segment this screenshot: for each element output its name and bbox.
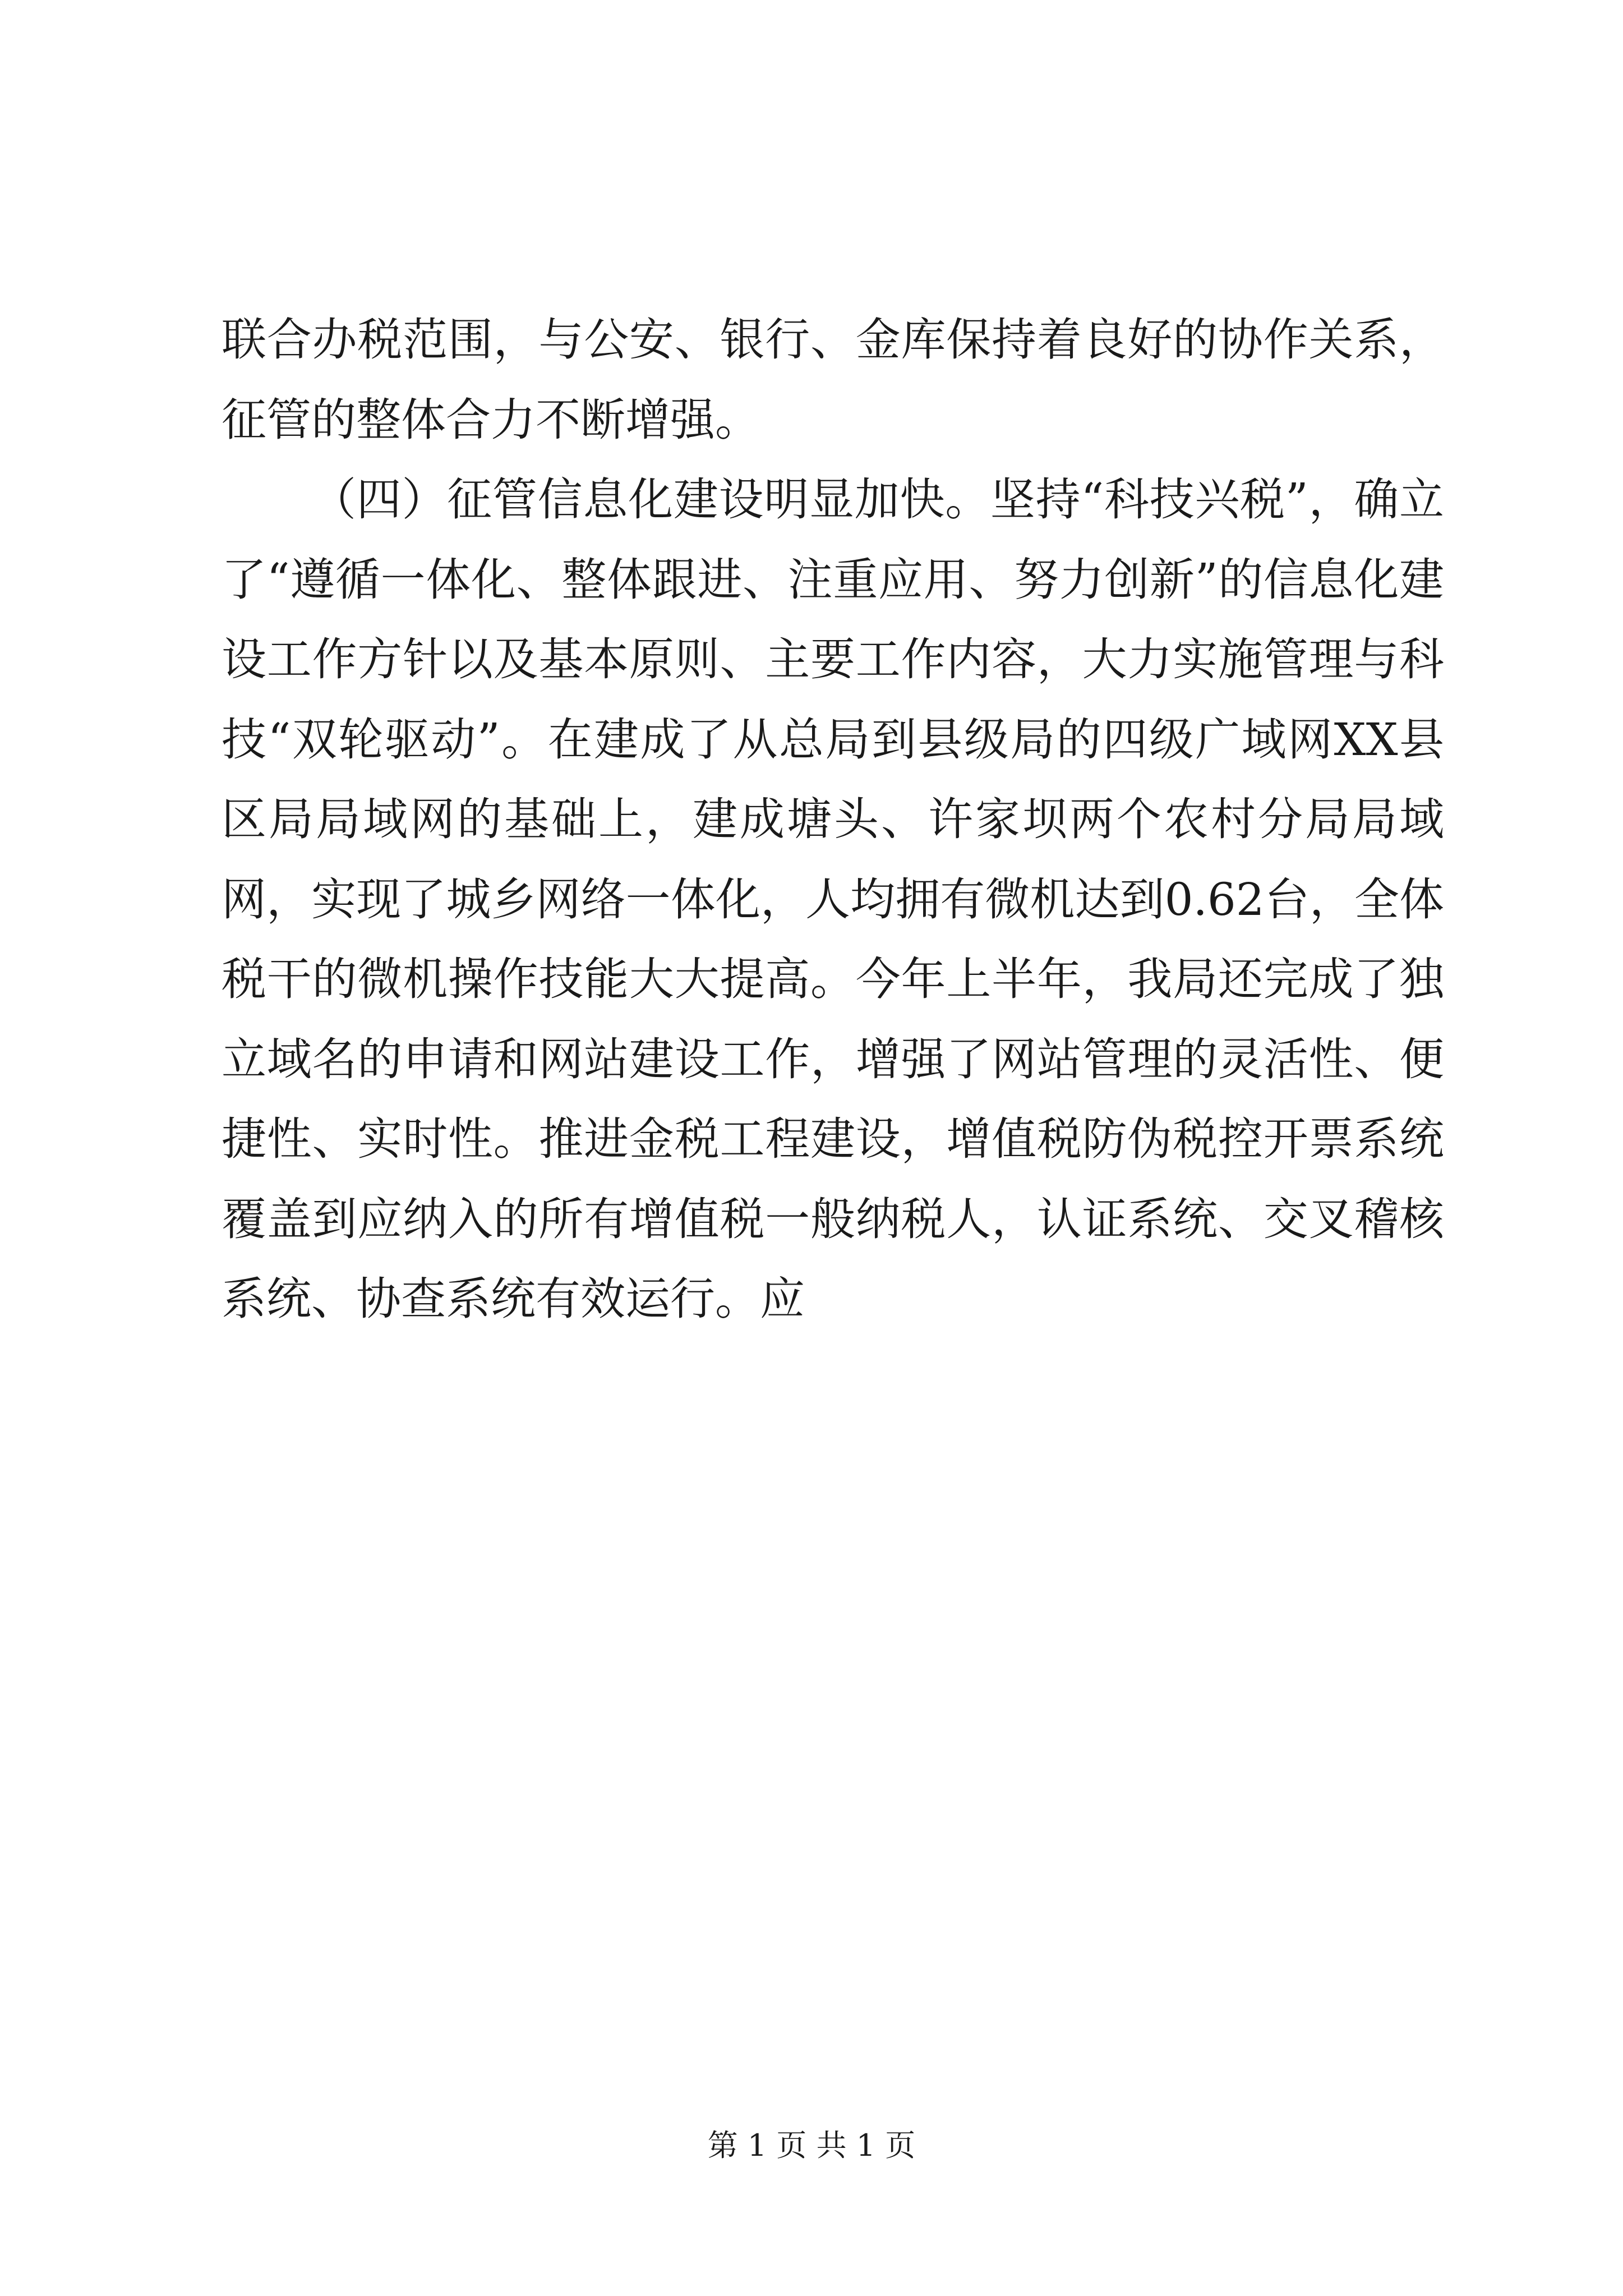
body-text — [222, 300, 1444, 1340]
page-footer: 第 1 页 共 1 页 — [707, 2128, 916, 2163]
paragraph-section-four: （四）征管信息化建设明显加快。坚持“科技兴税”，确立了“遵循一体化、整体跟进、注重应用、努力创新”的信息化建设工作方针以及基本原则、主要工作内容，大力实施管理与科技“双轮驱动”。在建成了从总局到县级局的四级广域网XX县区局局域网的基础上，建成塘头、许家坝两个农村分局局域网，实现了城乡网络一体化，人均拥有微机达到0.62台，全体税干的微机操作技能大大提高。今年上半年，我局还完成了独立域名的申请和网站建设工作，增强了网站管理的灵活性、便捷性、实时性。推进金税工程建设，增值税防伪税控开票系统覆盖到应纳入的所有增值税一般纳税人，认证系统、交叉稽核系统、协查系统有效运行。应 — [222, 473, 1444, 1325]
paragraph-continuation: 联合办税范围，与公安、银行、金库保持着良好的协作关系，征管的整体合力不断增强。 — [222, 314, 1444, 446]
